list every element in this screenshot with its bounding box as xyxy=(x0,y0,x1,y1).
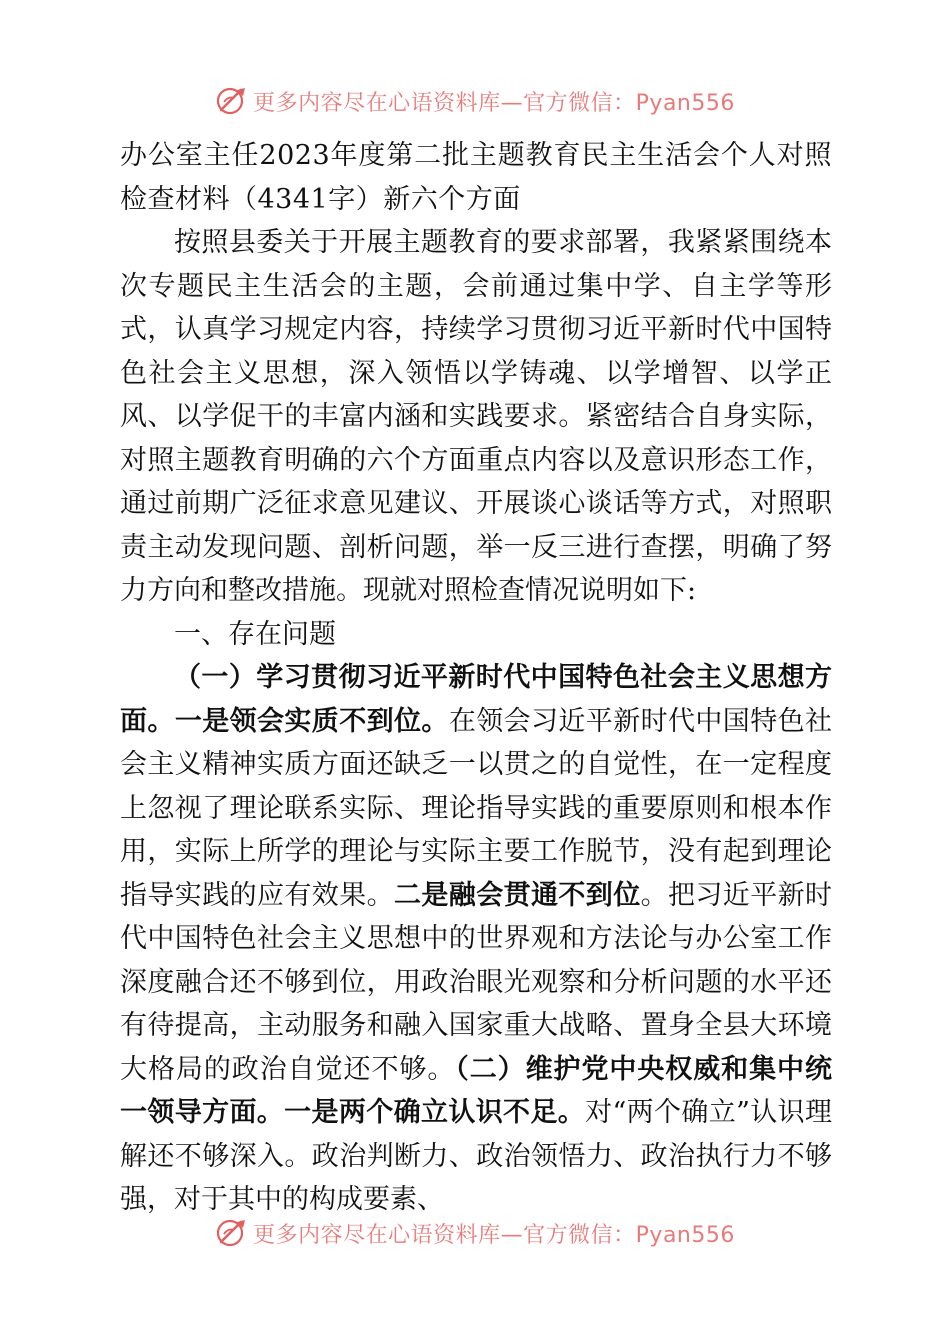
document-title: 办公室主任2023年度第二批主题教育民主生活会个人对照检查材料（4341字）新六个方面 xyxy=(120,140,832,215)
pen-logo-icon xyxy=(215,84,249,118)
intro-paragraph: 按照县委关于开展主题教育的要求部署，我紧紧围绕本次专题民主生活会的主题，会前通过集中学、自主学等形式，认真学习规定内容，持续学习贯彻习近平新时代中国特色社会主义思想，深入领悟以学铸魂、以学增智、以学正风、以学促干的丰富内涵和实践要求。紧密结合自身实际，对照主题教育明确的六个方面重点内容以及意识形态工作，通过前期广泛征求意见建议、开展谈心谈话等方式，对照职责主动发现问题、剖析问题，举一反三进行查摆，明确了努力方向和整改措施。现就对照检查情况说明如下: xyxy=(120,227,832,606)
sub1-point2-text: 。把习近平新时代中国特色社会主义思想中的世界观和方法论与办公室工作深度融合还不够到位，用政治眼光观察和分析问题的水平还有待提高，主动服务和融入国家重大战略、置身全县大环境大格局的政治自觉还不够。 xyxy=(120,879,833,1085)
sub2-point1-text: 对“两个确立”认识理解还不够深入。政治判断力、政治领悟力、政治执行力不够强，对于其中的构成要素、 xyxy=(120,1097,833,1215)
sub1-point1-text: 在领会习近平新时代中国特色社会主义精神实质方面还缺乏一以贯之的自觉性，在一定程度上忽视了理论联系实际、理论指导实践的重要原则和根本作用，实际上所学的理论与实际主要工作脱节，没有起到理论指导实践的应有效果。 xyxy=(120,705,833,911)
sub1-point2-title: 二是融会贯通不到位 xyxy=(394,879,641,911)
watermark-footer xyxy=(0,1216,950,1250)
watermark-header xyxy=(0,84,950,118)
watermark-text: 更多内容尽在心语资料库—官方微信：Pyan556 xyxy=(253,1222,735,1248)
sub2-point1-title: 一是两个确立认识不足。 xyxy=(284,1097,586,1128)
sub2-heading: （二）维护党中央权威和集中统一领导方面。 xyxy=(120,1053,833,1128)
issue-paragraph xyxy=(120,656,832,1222)
watermark-text: 更多内容尽在心语资料库—官方微信：Pyan556 xyxy=(253,90,735,116)
sub1-heading: （一）学习贯彻习近平新时代中国特色社会主义思想方面。 xyxy=(120,662,832,737)
document-body xyxy=(120,134,832,1222)
sub1-point1-title: 一是领会实质不到位。 xyxy=(174,705,449,737)
section-heading: 一、存在问题 xyxy=(174,618,336,650)
pen-logo-icon xyxy=(215,1216,249,1250)
